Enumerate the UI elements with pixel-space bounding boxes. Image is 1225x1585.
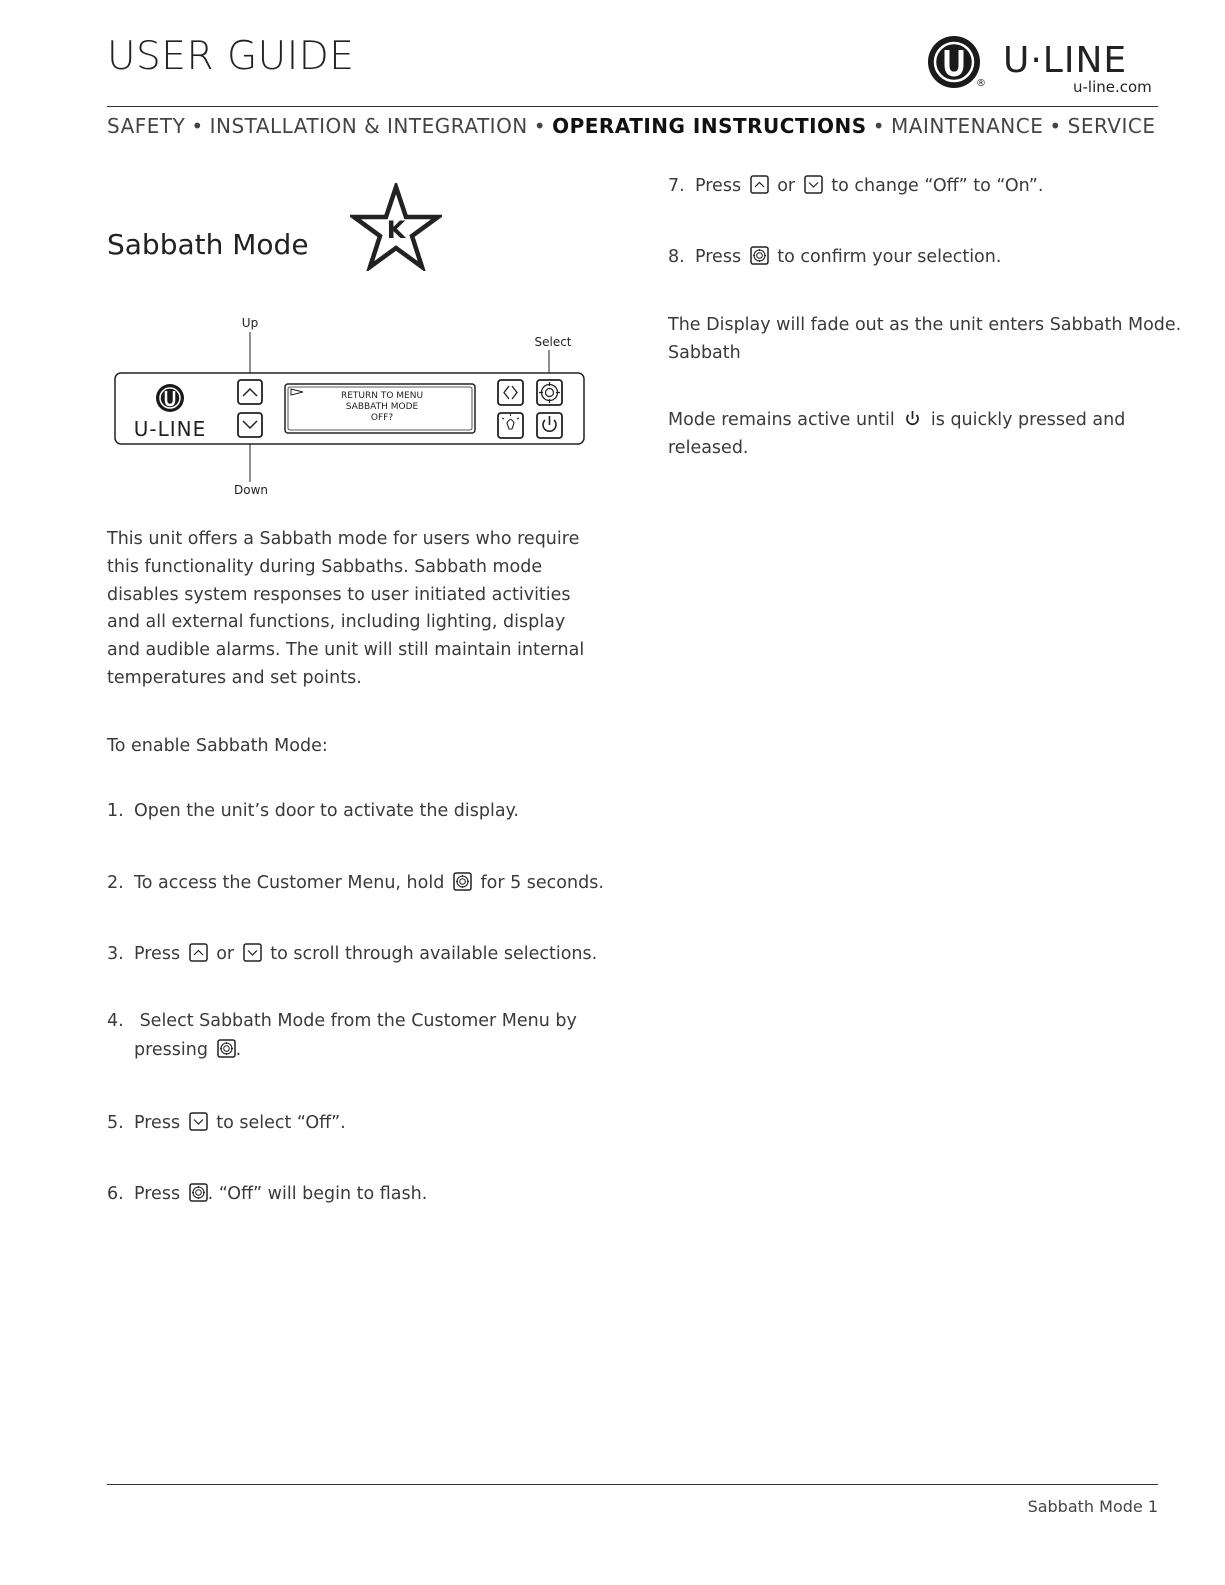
step-1: 1. Open the unit’s door to activate the display. [107,801,519,821]
intro-paragraph: This unit offers a Sabbath mode for users who require this functionality during Sabbaths. Sabbath mode disables system responses to user initiated activities and all external functions, including lighting, display and audible alarms. The unit will still maintain internal temperatures and set points. [107,529,585,688]
select-button-icon [189,1183,208,1202]
down-button-icon [804,175,823,194]
light-button-icon [498,413,523,438]
nav-item-safety: SAFETY [107,114,186,138]
step-7: 7. Press or to change “Off” to “On”. [668,176,1044,196]
left-right-button-icon [498,380,523,405]
brand-name: U·LINE [1003,40,1128,81]
label-down: Down [233,483,269,497]
step-6: 6. Press . “Off” will begin to flash. [107,1184,428,1204]
enable-heading: To enable Sabbath Mode: [107,736,328,756]
step-3: 3. Press or to scroll through available selections. [107,944,598,964]
nav-separator: • [872,114,885,138]
fade-line-2: Sabbath [668,343,741,363]
power-icon [903,409,922,428]
page-label: Sabbath Mode 1 [1027,1497,1158,1516]
mode-released-text: released. [668,438,749,458]
page-title: USER GUIDE [107,34,355,79]
up-button-icon [750,175,769,194]
section-title: Sabbath Mode [107,228,309,261]
section-nav [107,114,1158,138]
up-button-icon [189,943,208,962]
down-button-icon [189,1112,208,1131]
display-line-2: SABBATH MODE [345,402,419,412]
display-line-1: RETURN TO MENU [340,391,424,401]
up-button-icon [238,380,262,404]
step-5: 5. Press to select “Off”. [107,1113,346,1133]
nav-item-service: SERVICE [1067,114,1156,138]
nav-separator: • [533,114,547,138]
nav-item-maintenance: MAINTENANCE [891,114,1044,138]
label-up: Up [241,316,259,330]
mode-remains-text: Mode remains active until is quickly pressed and [668,410,1126,430]
kosher-letter: K [386,216,406,244]
select-button-icon [217,1039,236,1058]
select-button-icon [453,872,472,891]
fade-line-1: The Display will fade out as the unit enters Sabbath Mode. [668,315,1182,335]
brand-url: u-line.com [1073,78,1152,96]
down-button-icon [243,943,262,962]
control-panel-diagram [110,312,590,502]
down-button-icon [238,413,262,437]
panel-brand: U-LINE [133,417,207,441]
star-k-kosher-icon [350,183,442,271]
footer-divider [107,1484,1158,1485]
nav-item-installation: INSTALLATION & INTEGRATION [209,114,528,138]
nav-separator: • [1049,114,1062,138]
nav-separator: • [191,114,204,138]
select-button-icon [750,246,769,265]
label-select: Select [534,335,572,349]
header-divider [107,106,1158,107]
step-2: 2. To access the Customer Menu, hold for 5 seconds. [107,873,604,893]
display-line-3: OFF? [370,413,394,423]
step-8: 8. Press to confirm your selection. [668,247,1002,267]
nav-item-operating: OPERATING INSTRUCTIONS [552,114,867,138]
step-4: 4. Select Sabbath Mode from the Customer Menu by pressing . [107,1011,577,1060]
registered-mark: ® [976,78,986,89]
